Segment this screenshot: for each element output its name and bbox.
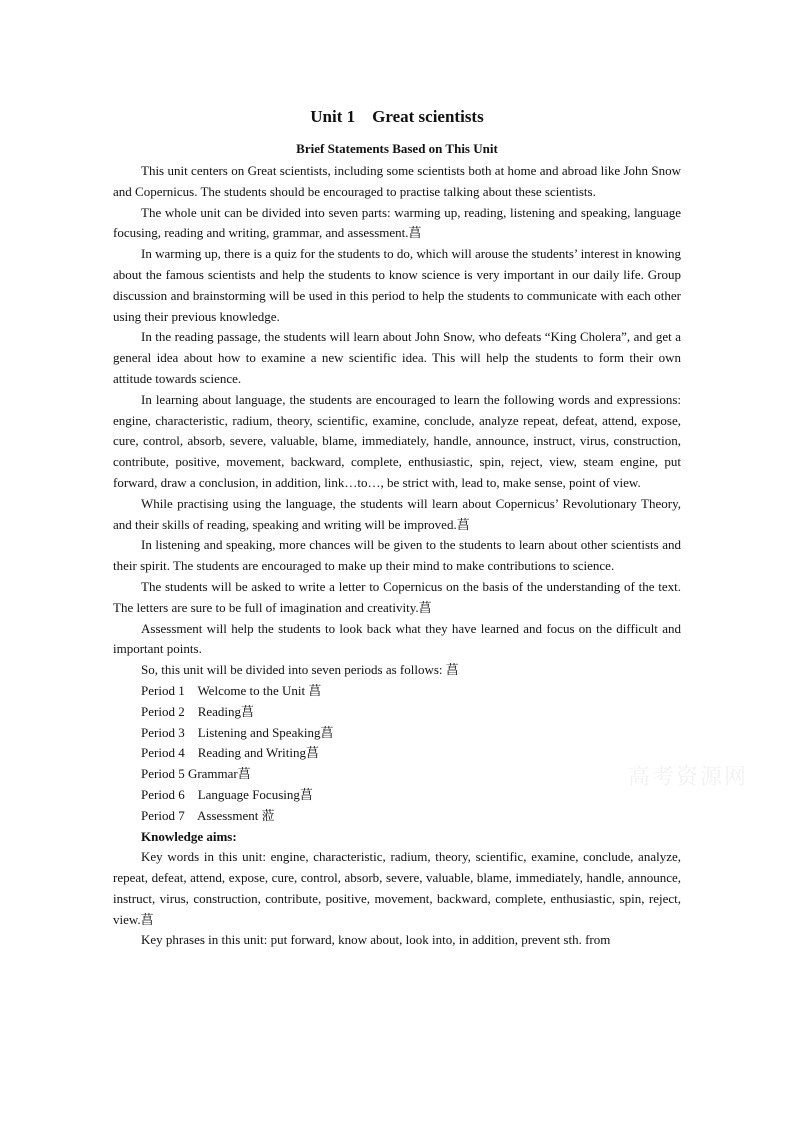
period-item: Period 3 Listening and Speaking菖 [141,724,334,740]
period-item: Period 2 Reading菖 [141,703,255,719]
watermark-text: 高考资源网 [628,765,749,790]
paragraph-practising: While practising using the language, the students will learn about Copernicus’ Revolutionary Theory, and their skills of reading, speaking and writing will be improved.菖 [113,495,681,532]
knowledge-aims-heading: Knowledge aims: [141,828,237,844]
paragraph-writing: The students will be asked to write a letter to Copernicus on the basis of the understanding of the text. The letters are sure to be full of imagination and creativity.菖 [113,578,681,615]
paragraph-periods-intro: So, this unit will be divided into seven periods as follows: 菖 [141,662,459,678]
section-subtitle: Brief Statements Based on This Unit [296,141,498,156]
period-list [113,681,681,827]
paragraph-unit-parts: The whole unit can be divided into seven parts: warming up, reading, listening and speaking, language focusing, reading and writing, grammar, and assessment.菖 [113,204,681,241]
paragraph-warming-up: In warming up, there is a quiz for the students to do, which will arouse the students’ interest in knowing about the famous scientists and help the students to know science is very important in our daily life. Group discussion and brainstorming will be used in this period to help the students to communicate with each other using their previous knowledge. [113,246,681,324]
paragraph-overview: This unit centers on Great scientists, including some scientists both at home and abroad like John Snow and Copernicus. The students should be encouraged to practise talking about these scientists. [113,163,681,199]
paragraph-assessment: Assessment will help the students to look back what they have learned and focus on the difficult and important points. [113,620,681,657]
paragraph-listening-speaking: In listening and speaking, more chances will be given to the students to learn about other scientists and their spirit. The students are encouraged to make up their mind to make contributions to science. [113,537,681,574]
paragraph-language: In learning about language, the students are encouraged to learn the following words and expressions: engine, characteristic, radium, theory, scientific, examine, conclude, analyze repeat, defeat, attend, expose, cure, control, absorb, severe, valuable, blame, immediately, handle, announce, instruct, virus, construction, contribute, positive, movement, backward, complete, enthusiastic, spin, reject, view, steam engine, put forward, draw a conclusion, in addition, link…to…, be strict with, lead to, make sense, point of view. [113,391,681,490]
paragraph-key-words: Key words in this unit: engine, characteristic, radium, theory, scientific, examine, conclude, analyze, repeat, defeat, attend, expose, cure, control, absorb, severe, valuable, blame, immediately, handle, announce, instruct, virus, construction, contribute, positive, movement, backward, complete, enthusiastic, spin, reject, view.菖 [113,849,681,927]
period-item: Period 6 Language Focusing菖 [141,786,313,802]
page-title: Unit 1 Great scientists [310,107,484,126]
period-item: Period 5 Grammar菖 [141,766,251,782]
period-item: Period 7 Assessment 蒞 [141,807,275,823]
document-body [113,106,681,951]
paragraph-key-phrases: Key phrases in this unit: put forward, know about, look into, in addition, prevent sth. from [141,932,611,948]
period-item: Period 1 Welcome to the Unit 菖 [141,682,322,698]
period-item: Period 4 Reading and Writing菖 [141,745,319,761]
paragraph-reading: In the reading passage, the students will learn about John Snow, who defeats “King Cholera”, and get a general idea about how to examine a new scientific idea. This will help the students to form their own attitude towards science. [113,329,681,386]
